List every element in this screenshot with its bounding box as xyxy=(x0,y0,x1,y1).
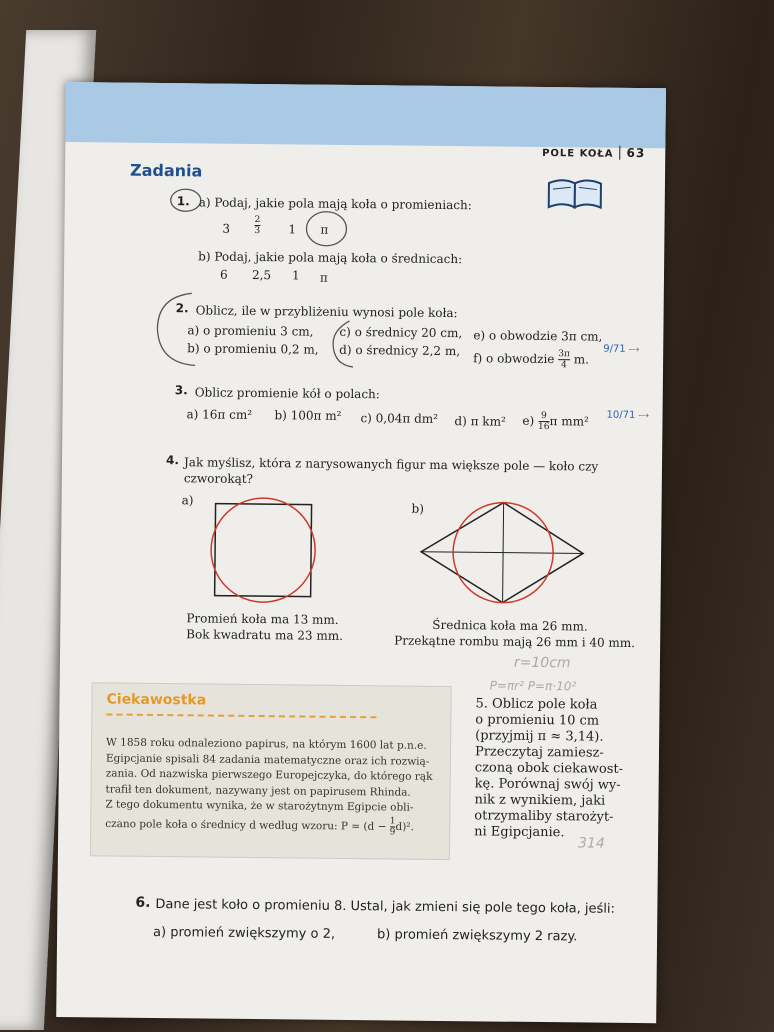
caption-b2: Przekątne rombu mają 26 mm i 40 mm. xyxy=(394,633,636,650)
box-line-formula: czano pole koła o średnicy d według wzoru: P = (d − $\frac{1}{9}$ d)². xyxy=(105,815,414,837)
task5-line: nik z wynikiem, jaki xyxy=(474,792,606,809)
task1-number: 1. xyxy=(176,194,190,209)
task6-number: 6. xyxy=(135,894,151,911)
task3-item-c: c) 0,04π dm² xyxy=(360,411,439,426)
figure-a-label: a) xyxy=(181,493,194,508)
caption-a1: Promień koła ma 13 mm. xyxy=(186,611,339,627)
task5-line: czoną obok ciekawost- xyxy=(474,760,624,777)
task1-b-value-3: 1 xyxy=(291,268,300,283)
page-number: 63 xyxy=(620,146,646,160)
square-shape xyxy=(215,504,312,597)
task3-item-e: e) $\frac{9}{16}$ π mm² xyxy=(522,410,589,433)
task6-a: a) promień zwiększymy o 2, xyxy=(153,924,336,942)
page-header xyxy=(542,145,645,160)
box-line: trafił ten dokument, nazywany jest on papirusem Rhinda. xyxy=(105,782,411,799)
box-line: zania. Od nazwiska pierwszego Europejczyka, do którego rąk xyxy=(105,767,433,783)
task5-line: (przyjmij π ≈ 3,14). xyxy=(475,728,604,745)
task1-a-value-1: 3 xyxy=(222,221,231,236)
task3-item-b: b) 100π m² xyxy=(274,408,342,423)
task2-a: a) o promieniu 3 cm, xyxy=(187,323,314,339)
task3-number: 3. xyxy=(174,383,188,398)
task1-a-value-3: π xyxy=(320,222,329,237)
header-band xyxy=(65,82,666,148)
ciekawostka-box xyxy=(90,682,452,860)
task1-b-value-1: 6 xyxy=(219,267,228,282)
box-line: W 1858 roku odnaleziono papirus, na którym 1600 lat p.n.e. xyxy=(106,736,427,752)
pen-circle-pi xyxy=(302,208,350,249)
task3-item-d: d) π km² xyxy=(454,414,506,429)
figure-b xyxy=(417,500,588,606)
task3-text: Oblicz promienie kół o polach: xyxy=(194,385,380,402)
handwritten-formula: P=πr² P=π·10² xyxy=(489,678,577,694)
task4-line2: czworokąt? xyxy=(183,471,254,486)
circle-a-shape xyxy=(211,498,316,603)
box-line: Z tego dokumentu wynika, że w starożytnym Egipcie obli- xyxy=(105,798,414,814)
task2-number: 2. xyxy=(175,301,189,316)
task5-line: 5. Oblicz pole koła xyxy=(475,696,598,713)
task5-line: kę. Porównaj swój wy- xyxy=(474,776,621,793)
task2-f: f) o obwodzie $\frac{3\pi}{4}$ m. xyxy=(473,349,590,371)
task1-a: a) Podaj, jakie pola mają koła o promieniach: xyxy=(198,195,472,213)
figure-b-label: b) xyxy=(411,501,424,516)
task1-a-value-2: 1 xyxy=(288,222,297,237)
box-line: Egipcjanie spisali 84 zadania matematyczne oraz ich rozwią- xyxy=(105,751,430,768)
task5-line: o promieniu 10 cm xyxy=(475,712,600,729)
box-title: Ciekawostka xyxy=(106,691,207,709)
box-divider xyxy=(106,713,376,718)
task2-text: Oblicz, ile w przybliżeniu wynosi pole koła: xyxy=(195,303,458,321)
section-name: POLE KOŁA xyxy=(542,147,614,160)
task5-line: otrzymaliby starożyt- xyxy=(474,808,614,825)
book-icon xyxy=(545,175,605,212)
task1-b-value-4: π xyxy=(319,270,328,285)
task6-text: Dane jest koło o promieniu 8. Ustal, jak zmieni się pole tego koła, jeśli: xyxy=(155,896,615,917)
task5-line: Przeczytaj zamiesz- xyxy=(474,744,604,761)
task2-c: c) o średnicy 20 cm, xyxy=(339,324,463,341)
book-page xyxy=(56,82,666,1023)
page-title: Zadania xyxy=(129,160,203,181)
task4-number: 4. xyxy=(165,453,180,468)
task2-e: e) o obwodzie 3π cm, xyxy=(473,328,603,344)
task3-reference: 10/71 ⤏ xyxy=(606,409,650,422)
task5 xyxy=(474,696,655,842)
caption-b1: Średnica koła ma 26 mm. xyxy=(432,617,588,634)
task6-b: b) promień zwiększymy 2 razy. xyxy=(377,927,578,945)
caption-a2: Bok kwadratu ma 23 mm. xyxy=(186,627,344,643)
figure-a xyxy=(201,493,322,604)
task2-reference: 9/71 ⤏ xyxy=(603,343,640,356)
task1-b-value-2: 2,5 xyxy=(251,267,272,283)
task1-b: b) Podaj, jakie pola mają koła o średnicach: xyxy=(198,249,463,267)
task2-b: b) o promieniu 0,2 m, xyxy=(187,341,319,357)
task2-d: d) o średnicy 2,2 m, xyxy=(339,342,461,359)
task4-line1: Jak myślisz, która z narysowanych figur ma większe pole — koło czy xyxy=(183,455,599,474)
task3-item-a: a) 16π cm² xyxy=(186,407,253,422)
handwritten-radius: r=10cm xyxy=(513,654,571,672)
task1-a-fraction: $\frac{2}{3}$ xyxy=(254,214,261,237)
box-text xyxy=(105,735,446,837)
task5-line: ni Egipcjanie. xyxy=(474,824,565,841)
handwritten-answer: 314 xyxy=(577,835,605,852)
